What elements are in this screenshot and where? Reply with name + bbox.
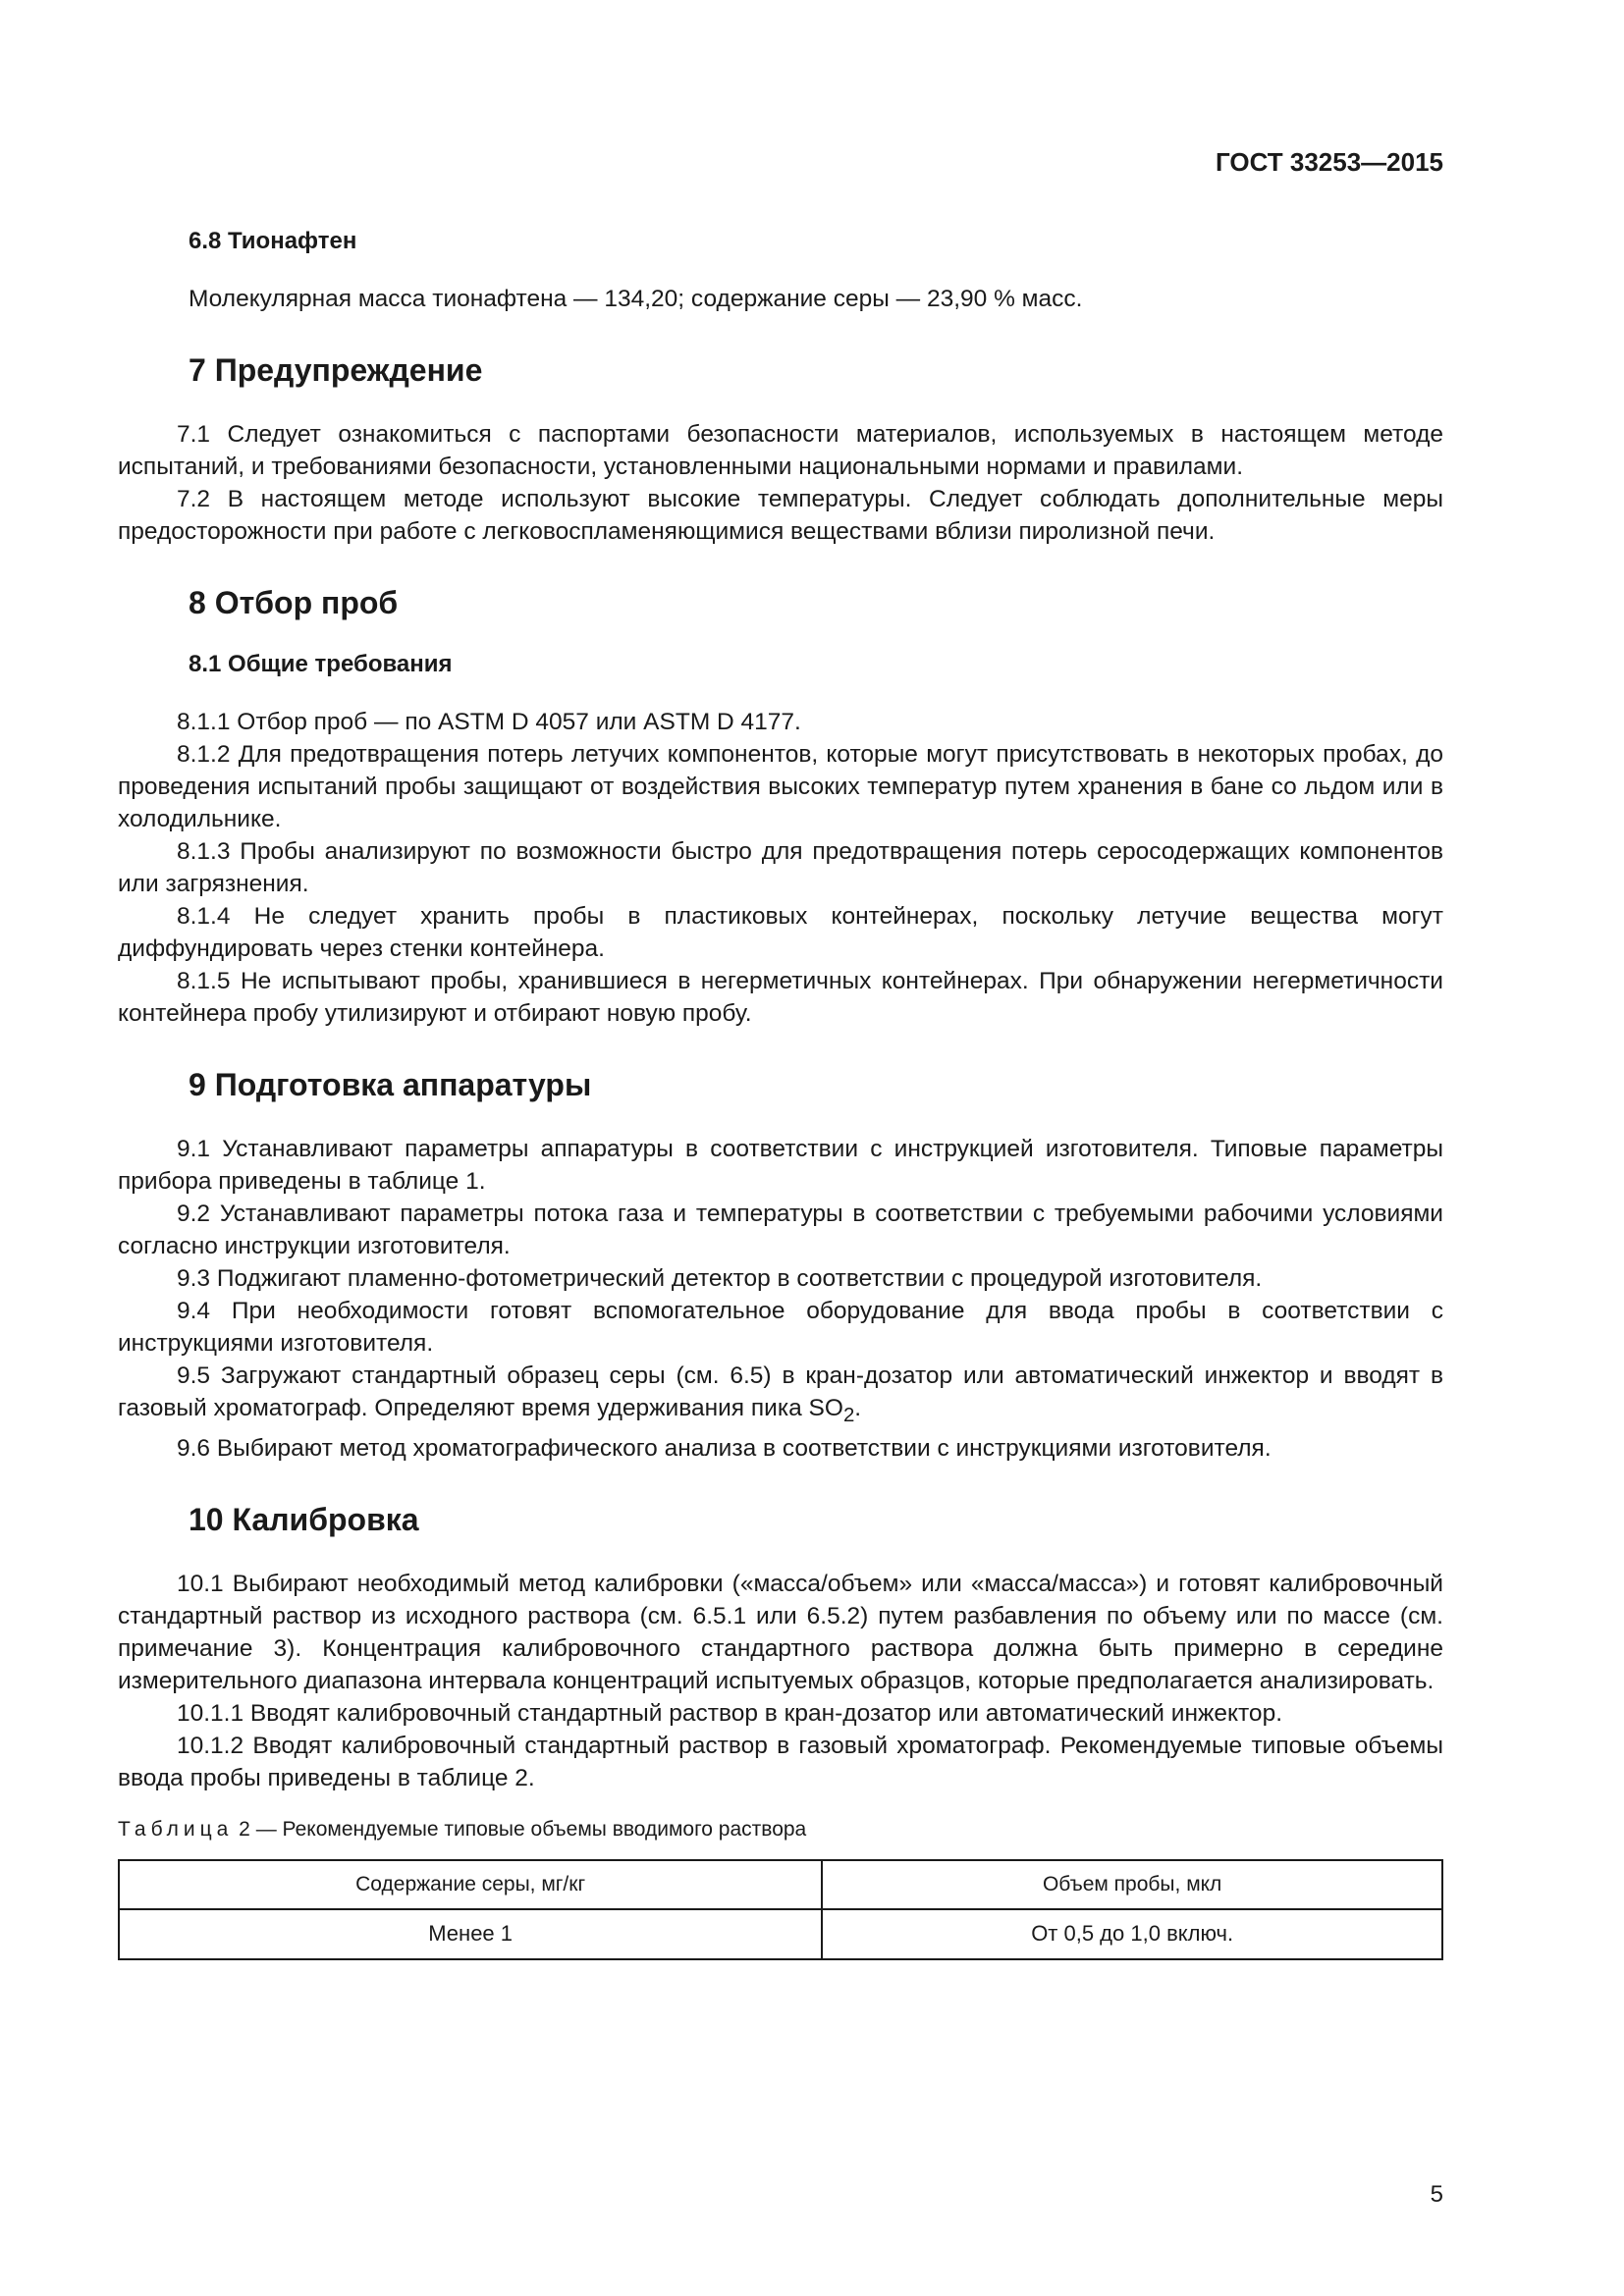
paragraph-8-1-3: 8.1.3 Пробы анализируют по возможности быстро для предотвращения потерь серосодержащих компонентов или загрязнения. — [118, 838, 1443, 897]
paragraph-7-2: 7.2 В настоящем методе используют высокие температуры. Следует соблюдать дополнительные меры предосторожности при работе с легковоспламеняющимися веществами вблизи пиролизной печи. — [118, 486, 1443, 545]
paragraph-10-1: 10.1 Выбирают необходимый метод калибровки («масса/объем» или «масса/масса») и готовят калибровочный стандартный раствор из исходного раствора (см. 6.5.1 или 6.5.2) путем разбавления по объему или по массе (см. примечание 3). Концентрация калибровочного стандартного раствора должна быть примерно в середине измерительного диапазона интервала концентраций испытуемых образцов, которые предполагается анализировать. — [118, 1570, 1443, 1694]
paragraph-9-5-end: . — [854, 1395, 862, 1421]
paragraph-9-5-text: 9.5 Загружают стандартный образец серы (см. 6.5) в кран-дозатор или автоматический инжектор и вводят в газовый хроматограф. Определяют время удерживания пика SO — [118, 1362, 1443, 1421]
section-6-8-title: 6.8 Тионафтен — [189, 228, 357, 254]
paragraph-8-1-2: 8.1.2 Для предотвращения потерь летучих компонентов, которые могут присутствовать в некоторых пробах, до проведения испытаний пробы защищают от воздействия высоких температур путем хранения в бане со льдом или в холодильнике. — [118, 741, 1443, 832]
table-2-caption — [118, 1818, 1443, 1842]
document-body — [118, 228, 1443, 1960]
section-8-1-title: 8.1 Общие требования — [189, 651, 453, 677]
table-header-cell: Содержание серы, мг/кг — [119, 1860, 822, 1909]
document-code: ГОСТ 33253—2015 — [1216, 147, 1443, 177]
paragraph-10-1-1: 10.1.1 Вводят калибровочный стандартный раствор в кран-дозатор или автоматический инжектор. — [177, 1699, 1282, 1727]
table-cell: От 0,5 до 1,0 включ. — [822, 1909, 1442, 1959]
paragraph-9-4: 9.4 При необходимости готовят вспомогательное оборудование для ввода пробы в соответствии с инструкциями изготовителя. — [118, 1298, 1443, 1357]
table-cell: Менее 1 — [119, 1909, 822, 1959]
table-row — [119, 1909, 1442, 1959]
paragraph-10-1-2: 10.1.2 Вводят калибровочный стандартный раствор в газовый хроматограф. Рекомендуемые типовые объемы ввода пробы приведены в таблице 2. — [118, 1732, 1443, 1791]
paragraph-9-3: 9.3 Поджигают пламенно-фотометрический детектор в соответствии с процедурой изготовителя. — [177, 1265, 1263, 1292]
table-caption-text: 2 — Рекомендуемые типовые объемы вводимого раствора — [233, 1817, 807, 1841]
section-10-title: 10 Калибровка — [189, 1501, 419, 1537]
so2-subscript: 2 — [842, 1404, 855, 1426]
paragraph-8-1-1: 8.1.1 Отбор проб — по ASTM D 4057 или ASTM D 4177. — [177, 709, 801, 735]
paragraph-8-1-4: 8.1.4 Не следует хранить пробы в пластиковых контейнерах, поскольку летучие вещества могут диффундировать через стенки контейнера. — [118, 903, 1443, 962]
paragraph-9-5 — [118, 1360, 1443, 1432]
section-9-title: 9 Подготовка аппаратуры — [189, 1067, 592, 1102]
paragraph-7-1: 7.1 Следует ознакомиться с паспортами безопасности материалов, используемых в настоящем методе испытаний, и требованиями безопасности, установленными национальными нормами и правилами. — [118, 421, 1443, 480]
section-7-title: 7 Предупреждение — [189, 352, 483, 388]
table-header-cell: Объем пробы, мкл — [822, 1860, 1442, 1909]
table-2 — [118, 1859, 1443, 1960]
table-caption-label: Таблица — [118, 1817, 234, 1841]
paragraph-8-1-5: 8.1.5 Не испытывают пробы, хранившиеся в негерметичных контейнерах. При обнаружении негерметичности контейнера пробу утилизируют и отбирают новую пробу. — [118, 968, 1443, 1027]
paragraph-9-2: 9.2 Устанавливают параметры потока газа и температуры в соответствии с требуемыми рабочими условиями согласно инструкции изготовителя. — [118, 1201, 1443, 1259]
section-6-8-text: Молекулярная масса тионафтена — 134,20; содержание серы — 23,90 % масс. — [189, 286, 1083, 312]
paragraph-9-6: 9.6 Выбирают метод хроматографического анализа в соответствии с инструкциями изготовителя. — [177, 1434, 1272, 1462]
section-8-title: 8 Отбор проб — [189, 585, 399, 620]
page-number: 5 — [1430, 2181, 1443, 2208]
paragraph-9-1: 9.1 Устанавливают параметры аппаратуры в соответствии с инструкцией изготовителя. Типовые параметры прибора приведены в таблице 1. — [118, 1136, 1443, 1195]
table-header-row — [119, 1860, 1442, 1909]
